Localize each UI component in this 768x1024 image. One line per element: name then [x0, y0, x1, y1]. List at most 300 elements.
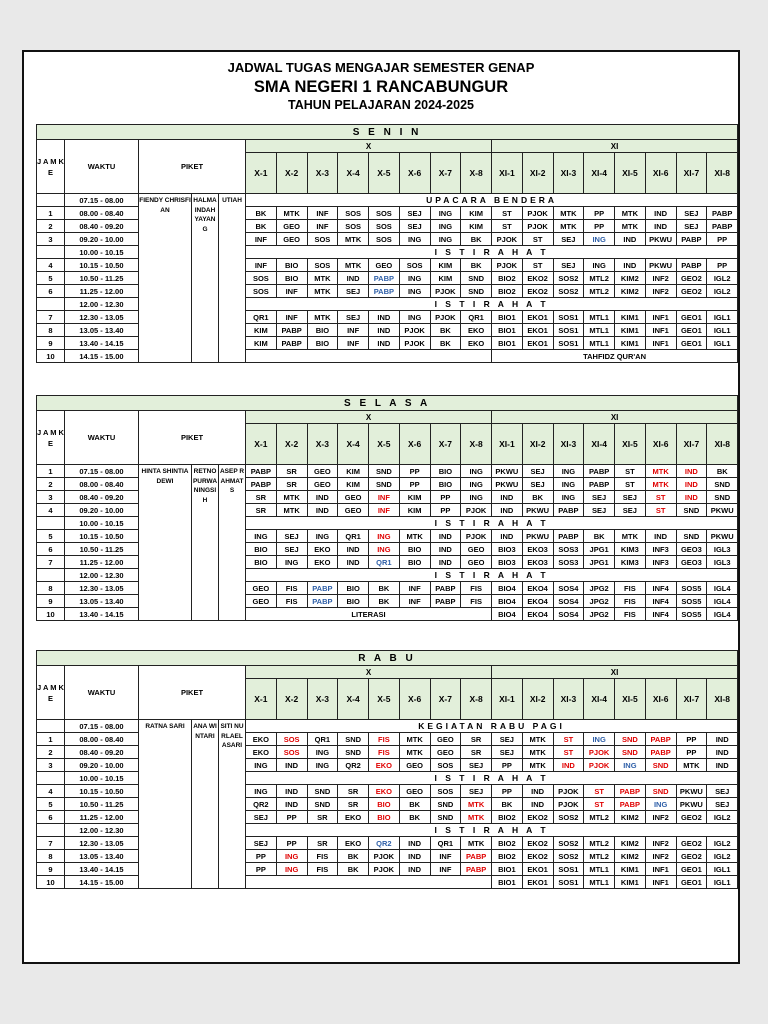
class-header-x-3: X-3: [307, 679, 338, 720]
activity-banner: I S T I R A H A T: [246, 569, 738, 582]
subject-cell: INF1: [645, 876, 676, 889]
subject-cell: PABP: [430, 595, 461, 608]
class-header-x-1: X-1: [246, 679, 277, 720]
time-slot: 13.40 - 14.15: [65, 863, 139, 876]
subject-cell: INF: [338, 324, 369, 337]
subject-cell: EKO3: [522, 556, 553, 569]
subject-cell: INF1: [645, 337, 676, 350]
subject-cell: SOS3: [553, 556, 584, 569]
subject-cell: PP: [584, 220, 615, 233]
subject-cell: SEJ: [338, 285, 369, 298]
subject-cell: PKWU: [522, 504, 553, 517]
class-header-x-5: X-5: [369, 424, 400, 465]
subject-cell: MTL1: [584, 311, 615, 324]
waktu-header: WAKTU: [65, 411, 139, 465]
jam-number: 10: [37, 608, 65, 621]
time-slot: 10.50 - 11.25: [65, 272, 139, 285]
subject-cell: SOS4: [553, 608, 584, 621]
jam-number: 1: [37, 207, 65, 220]
subject-cell: PABP: [246, 465, 277, 478]
subject-cell: BIO1: [492, 311, 523, 324]
subject-cell: ING: [276, 556, 307, 569]
piket-teacher: ASEP RAHMAT S: [219, 465, 246, 621]
grade-header-row: [37, 411, 738, 424]
subject-cell: PJOK: [522, 207, 553, 220]
subject-cell: IND: [338, 543, 369, 556]
subject-cell: GEO: [399, 785, 430, 798]
subject-cell: PABP: [676, 259, 707, 272]
subject-cell: INF2: [645, 811, 676, 824]
subject-cell: BIO: [307, 324, 338, 337]
subject-cell: PJOK: [399, 324, 430, 337]
subject-cell: SOS: [276, 746, 307, 759]
class-header-xi-3: XI-3: [553, 679, 584, 720]
subject-cell: SND: [461, 285, 492, 298]
day-header-row: [37, 396, 738, 411]
subject-cell: FIS: [276, 595, 307, 608]
subject-cell: SOS1: [553, 324, 584, 337]
subject-cell: PABP: [307, 582, 338, 595]
subject-cell: MTK: [676, 759, 707, 772]
subject-cell: SOS: [399, 259, 430, 272]
subject-cell: SOS: [369, 207, 400, 220]
subject-cell: BK: [707, 465, 738, 478]
time-slot: 09.20 - 10.00: [65, 233, 139, 246]
subject-cell: ING: [246, 759, 277, 772]
subject-cell: SEJ: [246, 837, 277, 850]
subject-cell: ING: [615, 759, 646, 772]
grade-xi-header: XI: [492, 140, 738, 153]
subject-cell: SOS1: [553, 863, 584, 876]
subject-cell: INF: [276, 285, 307, 298]
class-header-x-4: X-4: [338, 424, 369, 465]
subject-cell: INF2: [645, 272, 676, 285]
class-header-x-7: X-7: [430, 153, 461, 194]
subject-cell: KIM2: [615, 837, 646, 850]
subject-cell: QR1: [246, 311, 277, 324]
subject-cell: BK: [430, 337, 461, 350]
subject-cell: EKO2: [522, 811, 553, 824]
subject-cell: SND: [707, 491, 738, 504]
subject-cell: SEJ: [399, 220, 430, 233]
subject-cell: SOS: [246, 285, 277, 298]
class-header-xi-7: XI-7: [676, 424, 707, 465]
subject-cell: EKO: [246, 733, 277, 746]
subject-cell: BIO1: [492, 324, 523, 337]
subject-cell: SEJ: [399, 207, 430, 220]
subject-cell: GEO1: [676, 876, 707, 889]
subject-cell: PJOK: [584, 746, 615, 759]
subject-cell: ING: [645, 798, 676, 811]
subject-cell: MTK: [615, 220, 646, 233]
subject-cell: IND: [553, 759, 584, 772]
subject-cell: INF4: [645, 608, 676, 621]
subject-cell: PABP: [369, 272, 400, 285]
subject-cell: QR1: [307, 733, 338, 746]
jam-number: [37, 517, 65, 530]
subject-cell: MTK: [307, 311, 338, 324]
subject-cell: ING: [307, 759, 338, 772]
jam-ke-header: J A M K E: [37, 411, 65, 465]
jam-number: 4: [37, 259, 65, 272]
subject-cell: MTK: [645, 478, 676, 491]
schedule-section-selasa: [36, 395, 737, 621]
jam-number: [37, 772, 65, 785]
jam-number: 3: [37, 233, 65, 246]
subject-cell: MTK: [553, 207, 584, 220]
time-slot: 09.20 - 10.00: [65, 504, 139, 517]
class-header-xi-8: XI-8: [707, 424, 738, 465]
subject-cell: SEJ: [553, 259, 584, 272]
class-header-xi-8: XI-8: [707, 679, 738, 720]
subject-cell: ST: [645, 504, 676, 517]
activity-banner: I S T I R A H A T: [246, 246, 738, 259]
subject-cell: INF4: [645, 582, 676, 595]
subject-cell: EKO: [461, 337, 492, 350]
subject-cell: INF: [369, 491, 400, 504]
jam-number: [37, 824, 65, 837]
time-slot: 12.30 - 13.05: [65, 582, 139, 595]
subject-cell: PP: [399, 465, 430, 478]
subject-cell: BK: [399, 798, 430, 811]
subject-cell: SEJ: [276, 543, 307, 556]
subject-cell: MTK: [338, 259, 369, 272]
subject-cell: EKO2: [522, 837, 553, 850]
subject-cell: ST: [492, 220, 523, 233]
subject-cell: PP: [276, 811, 307, 824]
subject-cell: SND: [430, 798, 461, 811]
subject-cell: KIM1: [615, 863, 646, 876]
schedule-row: [37, 194, 738, 207]
time-slot: 07.15 - 08.00: [65, 194, 139, 207]
subject-cell: IND: [338, 272, 369, 285]
subject-cell: BK: [246, 207, 277, 220]
subject-cell: IND: [615, 259, 646, 272]
subject-cell: JPG2: [584, 582, 615, 595]
subject-cell: MTK: [276, 504, 307, 517]
subject-cell: INF3: [645, 556, 676, 569]
subject-cell: PKWU: [492, 465, 523, 478]
class-header-x-8: X-8: [461, 153, 492, 194]
subject-cell: SOS1: [553, 876, 584, 889]
subject-cell: GEO1: [676, 311, 707, 324]
subject-cell: BIO: [430, 465, 461, 478]
subject-cell: SEJ: [584, 504, 615, 517]
subject-cell: BK: [461, 259, 492, 272]
subject-cell: SND: [369, 465, 400, 478]
subject-cell: IGL2: [707, 811, 738, 824]
jam-number: 6: [37, 285, 65, 298]
class-header-xi-3: XI-3: [553, 424, 584, 465]
subject-cell: SND: [645, 785, 676, 798]
subject-cell: SND: [707, 478, 738, 491]
schedule-row: [37, 720, 738, 733]
jam-number: 8: [37, 582, 65, 595]
subject-cell: SND: [430, 811, 461, 824]
subject-cell: FIS: [615, 582, 646, 595]
class-header-x-2: X-2: [276, 679, 307, 720]
subject-cell: SOS4: [553, 595, 584, 608]
subject-cell: PJOK: [584, 759, 615, 772]
subject-cell: IND: [399, 850, 430, 863]
jam-number: 4: [37, 504, 65, 517]
class-header-x-6: X-6: [399, 424, 430, 465]
time-slot: 12.00 - 12.30: [65, 569, 139, 582]
subject-cell: IGL1: [707, 876, 738, 889]
subject-cell: MTK: [461, 798, 492, 811]
subject-cell: PKWU: [676, 798, 707, 811]
subject-cell: JPG1: [584, 556, 615, 569]
subject-cell: INF: [307, 220, 338, 233]
subject-cell: BIO2: [492, 850, 523, 863]
subject-cell: PKWU: [707, 504, 738, 517]
subject-cell: ST: [522, 233, 553, 246]
subject-cell: ING: [307, 530, 338, 543]
subject-cell: BIO1: [492, 863, 523, 876]
piket-header: PIKET: [139, 140, 246, 194]
subject-cell: INF: [338, 337, 369, 350]
subject-cell: SND: [307, 785, 338, 798]
subject-cell: KIM: [399, 491, 430, 504]
subject-cell: FIS: [307, 850, 338, 863]
jam-number: 2: [37, 478, 65, 491]
subject-cell: ING: [553, 465, 584, 478]
subject-cell: IND: [369, 337, 400, 350]
jam-number: [37, 569, 65, 582]
subject-cell: IGL1: [707, 863, 738, 876]
waktu-header: WAKTU: [65, 140, 139, 194]
subject-cell: KIM1: [615, 311, 646, 324]
subject-cell: IND: [338, 556, 369, 569]
schedule-section-rabu: [36, 650, 737, 889]
subject-cell: PKWU: [645, 259, 676, 272]
subject-cell: PABP: [430, 582, 461, 595]
subject-cell: ING: [369, 543, 400, 556]
class-header-xi-4: XI-4: [584, 424, 615, 465]
subject-cell: ING: [399, 285, 430, 298]
subject-cell: ST: [584, 785, 615, 798]
subject-cell: SR: [338, 798, 369, 811]
subject-cell: PABP: [461, 850, 492, 863]
subject-cell: SOS1: [553, 311, 584, 324]
subject-cell: EKO: [338, 811, 369, 824]
class-header-xi-2: XI-2: [522, 153, 553, 194]
subject-cell: KIM: [338, 465, 369, 478]
subject-cell: PP: [707, 259, 738, 272]
subject-cell: PJOK: [369, 850, 400, 863]
schedule-section-senin: [36, 124, 737, 363]
subject-cell: QR1: [369, 556, 400, 569]
schedule-page: [22, 50, 740, 964]
subject-cell: PABP: [615, 798, 646, 811]
subject-cell: SEJ: [615, 491, 646, 504]
grade-header-row: [37, 666, 738, 679]
class-header-x-2: X-2: [276, 153, 307, 194]
subject-cell: IGL4: [707, 582, 738, 595]
subject-cell: IND: [707, 746, 738, 759]
subject-cell: SR: [276, 478, 307, 491]
time-slot: 11.25 - 12.00: [65, 285, 139, 298]
subject-cell: ING: [246, 530, 277, 543]
grade-x-header: X: [246, 140, 492, 153]
time-slot: 10.00 - 10.15: [65, 246, 139, 259]
class-header-x-7: X-7: [430, 424, 461, 465]
piket-teacher: FIENDY CHRISFIAN: [139, 194, 192, 363]
subject-cell: IND: [645, 207, 676, 220]
class-header-x-3: X-3: [307, 424, 338, 465]
subject-cell: ST: [584, 798, 615, 811]
subject-cell: BIO2: [492, 285, 523, 298]
subject-cell: INF1: [645, 324, 676, 337]
empty-cell: [246, 876, 492, 889]
class-header-xi-1: XI-1: [492, 679, 523, 720]
jam-number: 6: [37, 543, 65, 556]
subject-cell: ST: [522, 259, 553, 272]
subject-cell: BK: [338, 863, 369, 876]
subject-cell: ST: [553, 746, 584, 759]
class-header-xi-4: XI-4: [584, 679, 615, 720]
subject-cell: PABP: [707, 220, 738, 233]
subject-cell: SOS: [276, 733, 307, 746]
subject-cell: MTK: [522, 733, 553, 746]
subject-cell: PJOK: [553, 785, 584, 798]
jam-number: 3: [37, 491, 65, 504]
subject-cell: IND: [399, 837, 430, 850]
subject-cell: ING: [430, 207, 461, 220]
subject-cell: FIS: [276, 582, 307, 595]
time-slot: 13.05 - 13.40: [65, 324, 139, 337]
subject-cell: BIO: [338, 595, 369, 608]
class-header-x-7: X-7: [430, 679, 461, 720]
jam-number: 9: [37, 337, 65, 350]
subject-cell: PP: [492, 785, 523, 798]
subject-cell: IND: [369, 324, 400, 337]
jam-number: 9: [37, 595, 65, 608]
subject-cell: BIO1: [492, 337, 523, 350]
subject-cell: GEO3: [676, 556, 707, 569]
time-slot: 10.15 - 10.50: [65, 785, 139, 798]
subject-cell: IGL2: [707, 285, 738, 298]
subject-cell: SOS3: [553, 543, 584, 556]
subject-cell: IND: [615, 233, 646, 246]
waktu-header: WAKTU: [65, 666, 139, 720]
subject-cell: KIM1: [615, 876, 646, 889]
subject-cell: SR: [461, 746, 492, 759]
subject-cell: ING: [430, 233, 461, 246]
subject-cell: BIO4: [492, 582, 523, 595]
subject-cell: IND: [492, 491, 523, 504]
subject-cell: SND: [645, 759, 676, 772]
subject-cell: SEJ: [276, 530, 307, 543]
subject-cell: GEO: [399, 759, 430, 772]
subject-cell: SOS2: [553, 272, 584, 285]
subject-cell: BIO: [307, 337, 338, 350]
time-slot: 08.40 - 09.20: [65, 220, 139, 233]
subject-cell: BIO2: [492, 837, 523, 850]
subject-cell: SOS2: [553, 850, 584, 863]
subject-cell: IND: [676, 465, 707, 478]
subject-cell: SEJ: [522, 465, 553, 478]
subject-cell: GEO2: [676, 272, 707, 285]
subject-cell: KIM: [461, 220, 492, 233]
subject-cell: SR: [246, 491, 277, 504]
piket-header: PIKET: [139, 666, 246, 720]
subject-cell: SOS: [430, 785, 461, 798]
subject-cell: BK: [399, 811, 430, 824]
activity-banner: TAHFIDZ QUR'AN: [492, 350, 738, 363]
time-slot: 12.00 - 12.30: [65, 824, 139, 837]
subject-cell: MTK: [276, 207, 307, 220]
subject-cell: INF: [430, 850, 461, 863]
subject-cell: PJOK: [369, 863, 400, 876]
subject-cell: SOS5: [676, 595, 707, 608]
subject-cell: PJOK: [461, 530, 492, 543]
subject-cell: IND: [276, 785, 307, 798]
subject-cell: IND: [492, 530, 523, 543]
subject-cell: PABP: [676, 233, 707, 246]
subject-cell: PP: [276, 837, 307, 850]
subject-cell: QR1: [430, 837, 461, 850]
time-slot: 12.00 - 12.30: [65, 298, 139, 311]
subject-cell: SOS5: [676, 582, 707, 595]
day-header-row: [37, 125, 738, 140]
doc-title-line1: JADWAL TUGAS MENGAJAR SEMESTER GENAP: [227, 60, 535, 75]
subject-cell: PKWU: [707, 530, 738, 543]
subject-cell: EKO4: [522, 582, 553, 595]
subject-cell: EKO1: [522, 311, 553, 324]
class-header-xi-5: XI-5: [615, 424, 646, 465]
subject-cell: BIO: [246, 556, 277, 569]
subject-cell: PP: [399, 478, 430, 491]
jam-number: 5: [37, 530, 65, 543]
subject-cell: GEO: [338, 504, 369, 517]
time-slot: 08.00 - 08.40: [65, 478, 139, 491]
subject-cell: QR2: [246, 798, 277, 811]
subject-cell: EKO: [369, 785, 400, 798]
subject-cell: PABP: [645, 746, 676, 759]
subject-cell: GEO: [276, 233, 307, 246]
class-header-xi-7: XI-7: [676, 679, 707, 720]
subject-cell: INF3: [645, 543, 676, 556]
time-slot: 11.25 - 12.00: [65, 556, 139, 569]
time-slot: 07.15 - 08.00: [65, 720, 139, 733]
subject-cell: BIO: [246, 543, 277, 556]
subject-cell: IGL3: [707, 543, 738, 556]
schedule-table: [36, 395, 738, 621]
subject-cell: PABP: [584, 478, 615, 491]
time-slot: 08.40 - 09.20: [65, 491, 139, 504]
subject-cell: PJOK: [492, 259, 523, 272]
subject-cell: BIO: [276, 272, 307, 285]
subject-cell: MTK: [338, 233, 369, 246]
subject-cell: ING: [399, 311, 430, 324]
subject-cell: KIM2: [615, 285, 646, 298]
subject-cell: EKO: [246, 746, 277, 759]
class-header-x-1: X-1: [246, 153, 277, 194]
subject-cell: GEO: [307, 465, 338, 478]
class-header-x-8: X-8: [461, 424, 492, 465]
subject-cell: BIO: [399, 556, 430, 569]
subject-cell: SND: [615, 733, 646, 746]
subject-cell: IND: [276, 798, 307, 811]
subject-cell: ING: [307, 746, 338, 759]
piket-teacher: HALMA INDAH YAYANG: [192, 194, 219, 363]
subject-cell: FIS: [615, 608, 646, 621]
subject-cell: GEO: [430, 733, 461, 746]
subject-cell: SOS4: [553, 582, 584, 595]
subject-cell: KIM1: [615, 324, 646, 337]
subject-cell: BIO2: [492, 811, 523, 824]
